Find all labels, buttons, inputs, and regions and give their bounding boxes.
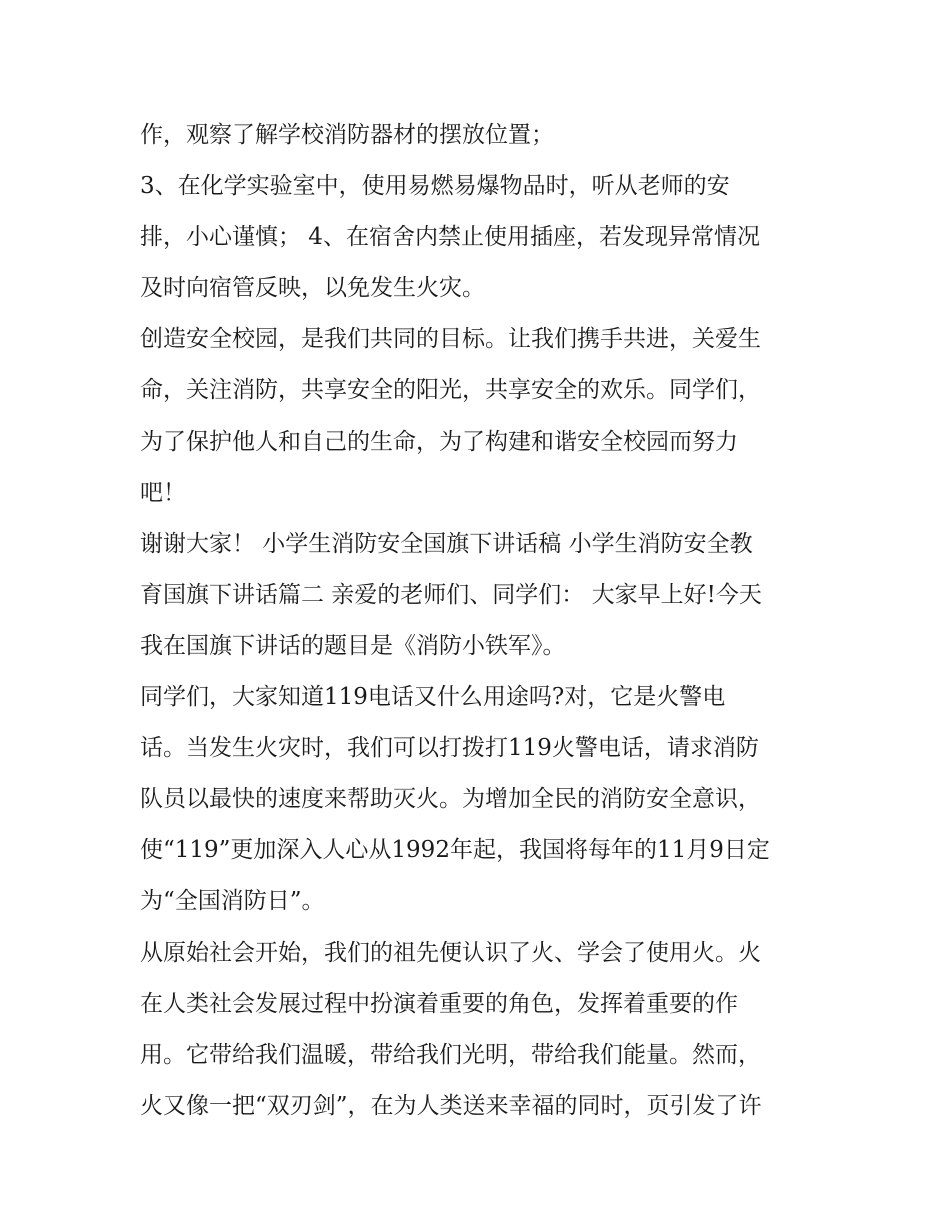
text-line: 我在国旗下讲话的题目是《消防小铁军》。 [140, 632, 566, 659]
text-line: 话。当发生火灾时，我们可以打拨打119火警电话，请求消防 [140, 735, 759, 762]
text-line: 3、在化学实验室中，使用易燃易爆物品时，听从老师的安 [140, 173, 730, 200]
text-line: 为了保护他人和自己的生命，为了构建和谐安全校园而努力 [140, 428, 738, 455]
text-line: 从原始社会开始，我们的祖先便认识了火、学会了使用火。火 [140, 939, 761, 966]
text-line: 育国旗下讲话篇二 亲爱的老师们、同学们： 大家早上好!今天 [140, 581, 762, 608]
text-line: 在人类社会发展过程中扮演着重要的角色，发挥着重要的作 [140, 990, 738, 1017]
text-line: 及时向宿管反映，以免发生火灾。 [140, 275, 485, 302]
text-line: 火又像一把“双刃剑”，在为人类送来幸福的同时，页引发了许 [140, 1092, 762, 1119]
text-line: 为“全国消防日”。 [140, 888, 325, 915]
text-line: 同学们，大家知道119电话又什么用途吗?对，它是火警电 [140, 684, 726, 711]
text-line: 队员以最快的速度来帮助灭火。为增加全民的消防安全意识， [140, 786, 761, 813]
text-line: 用。它带给我们温暖，带给我们光明，带给我们能量。然而， [140, 1041, 761, 1068]
text-line: 排，小心谨慎； 4、在宿舍内禁止使用插座，若发现异常情况 [140, 224, 760, 251]
text-line: 吧！ [140, 479, 186, 506]
text-line: 谢谢大家！ 小学生消防安全国旗下讲话稿 小学生消防安全教 [140, 530, 753, 557]
text-line: 创造安全校园，是我们共同的目标。让我们携手共进，关爱生 [140, 326, 761, 353]
body-text [140, 110, 820, 1132]
text-line: 命，关注消防，共享安全的阳光，共享安全的欢乐。同学们， [140, 377, 761, 404]
text-line: 作，观察了解学校消防器材的摆放位置； [140, 122, 554, 148]
text-line: 使“119”更加深入人心从1992年起，我国将每年的11月9日定 [140, 837, 770, 864]
